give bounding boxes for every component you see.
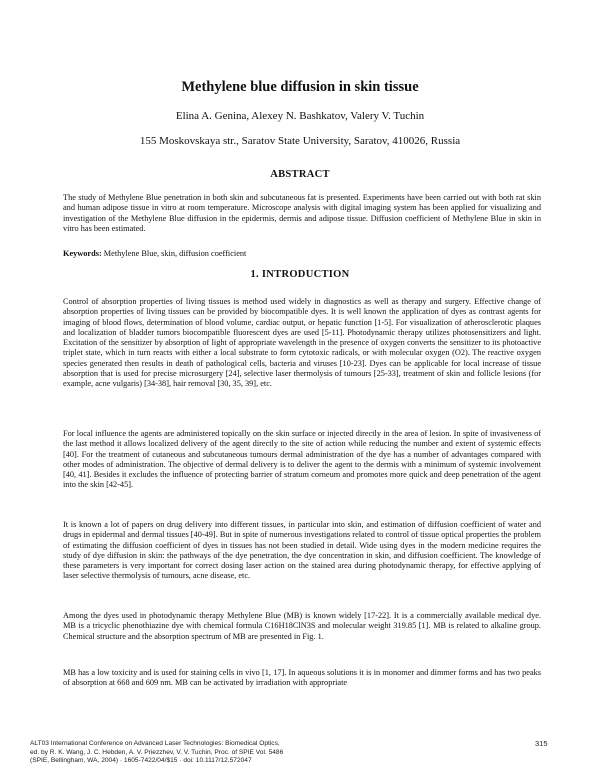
abstract-heading: ABSTRACT — [270, 169, 330, 180]
intro-paragraph-5: MB has a low toxicity and is used for staining cells in vivo [1, 17]. In aqueous solutions it is in monomer and dimmer forms and has two peaks of absorption at 668 and 609 nm. MB can be activated by irradiation with appropriate — [63, 668, 541, 688]
footer-line-2: ed. by R. K. Wang, J. C. Hebden, A. V. Priezzhev, V. V. Tuchin, Proc. of SPIE Vol. 5486 — [30, 748, 284, 756]
keywords-label: Keywords: — [63, 249, 102, 258]
intro-paragraph-2: For local influence the agents are administered topically on the skin surface or injected directly in the area of lesion. In spite of invasiveness of the last method it allows localized delivery of the agent directly to the site of action while reducing the number and extent of systemic effects [40]. For the treatment of cutaneous and subcutaneous tumours dermal administration of the dye has a number of advantages compared with other modes of administration. The objective of dermal delivery is to deliver the agent to the dermis with a minimum of systemic involvement [40, 41]. Besides it excludes the influence of protecting barrier of stratum corneum and promotes more quick and deep penetration of the agent into the skin [42-45]. — [63, 429, 541, 490]
author-list: Elina A. Genina, Alexey N. Bashkatov, Valery V. Tuchin — [175, 110, 425, 122]
footer-line-3: (SPIE, Bellingham, WA, 2004) · 1605-7422/04/$15 · doi: 10.1117/12.572047 — [30, 757, 252, 765]
intro-paragraph-4: Among the dyes used in photodynamic therapy Methylene Blue (MB) is known widely [17-22]. It is a commercially available medical dye. MB is a tricyclic phenothiazine dye with chemical formula C16H18ClN3S and molecular weight 319.85 [1]. MB is related to alkaline group. Chemical structure and the absorption spectrum of MB are presented in Fig. 1. — [63, 611, 541, 641]
intro-paragraph-3: It is known a lot of papers on drug delivery into different tissues, in particular into skin, and estimation of diffusion coefficient of water and drugs in epidermal and dermal tissues [40-49]. But in spite of numerous investigations related to control of tissue optical properties the problem of estimating the diffusion coefficient of dyes in tissues has not been studied in detail. Wide using dyes in the modern medicine requires the study of dye diffusion in skin: the pathways of the dye penetration, the dye concentration in skin, and diffusion coefficient. The knowledge of these parameters is very important for correct dosing laser action on the stained area during photodynamic therapy, for effective applying of laser selective thermolysis of tumours, acne disease, etc. — [63, 520, 541, 581]
footer-line-1: ALT03 International Conference on Advanced Laser Technologies: Biomedical Optics, — [30, 740, 280, 747]
paper-title: Methylene blue diffusion in skin tissue — [181, 79, 419, 95]
affiliation: 155 Moskovskaya str., Saratov State University, Saratov, 410026, Russia — [139, 135, 461, 147]
abstract-text: The study of Methylene Blue penetration in both skin and subcutaneous fat is presented. Experiments have been carried out with both rat skin and human adipose tissue in vitro at room temperature. Microscope analysis with digital imaging system has been applied for visualizing and investigation of the Methylene Blue diffusion in the epidermis, dermis and adipose tissue. Diffusion coefficient of Methylene Blue in skin in vitro has been estimated. — [63, 193, 541, 233]
intro-paragraph-1: Control of absorption properties of living tissues is method used widely in diagnostics as well as therapy and surgery. Effective change of absorption properties of living tissues can be provided by biocompatible dyes. It is well known the application of dyes as contrast agents for imaging of blood flows, determination of blood volume, cardiac output, or hepatic function [1-5]. For visualization of atherosclerotic plaques and localization of bladder tumors biocompatible fluorescent dyes are used [5-11]. Photodynamic therapy utilizes photosensitizers and light. Excitation of the sensitizer by absorption of light of appropriate wavelength in the presence of oxygen converts the sensitizer to its photoactive triplet state, which in turn reacts with either a local substrate to form cytotoxic radicals, or with molecular oxygen (O2). The reactive oxygen species generated then results in death of pathological cells, bacteria and viruses [10-23]. Dyes can be applicable for local increase of tissue absorption that is used for precise microsurgery [24], selective laser thermolysis of tumours [25-33], treatment of skin and follicle lesions (for example, acne vulgaris) [34-38], hair removal [30, 35, 39], etc. — [63, 297, 541, 389]
page-number: 315 — [535, 739, 548, 748]
keywords-line — [63, 249, 246, 258]
keywords-text: Methylene Blue, skin, diffusion coefficient — [103, 249, 247, 258]
conference-footer — [30, 740, 450, 766]
intro-heading: 1. INTRODUCTION — [250, 269, 350, 280]
